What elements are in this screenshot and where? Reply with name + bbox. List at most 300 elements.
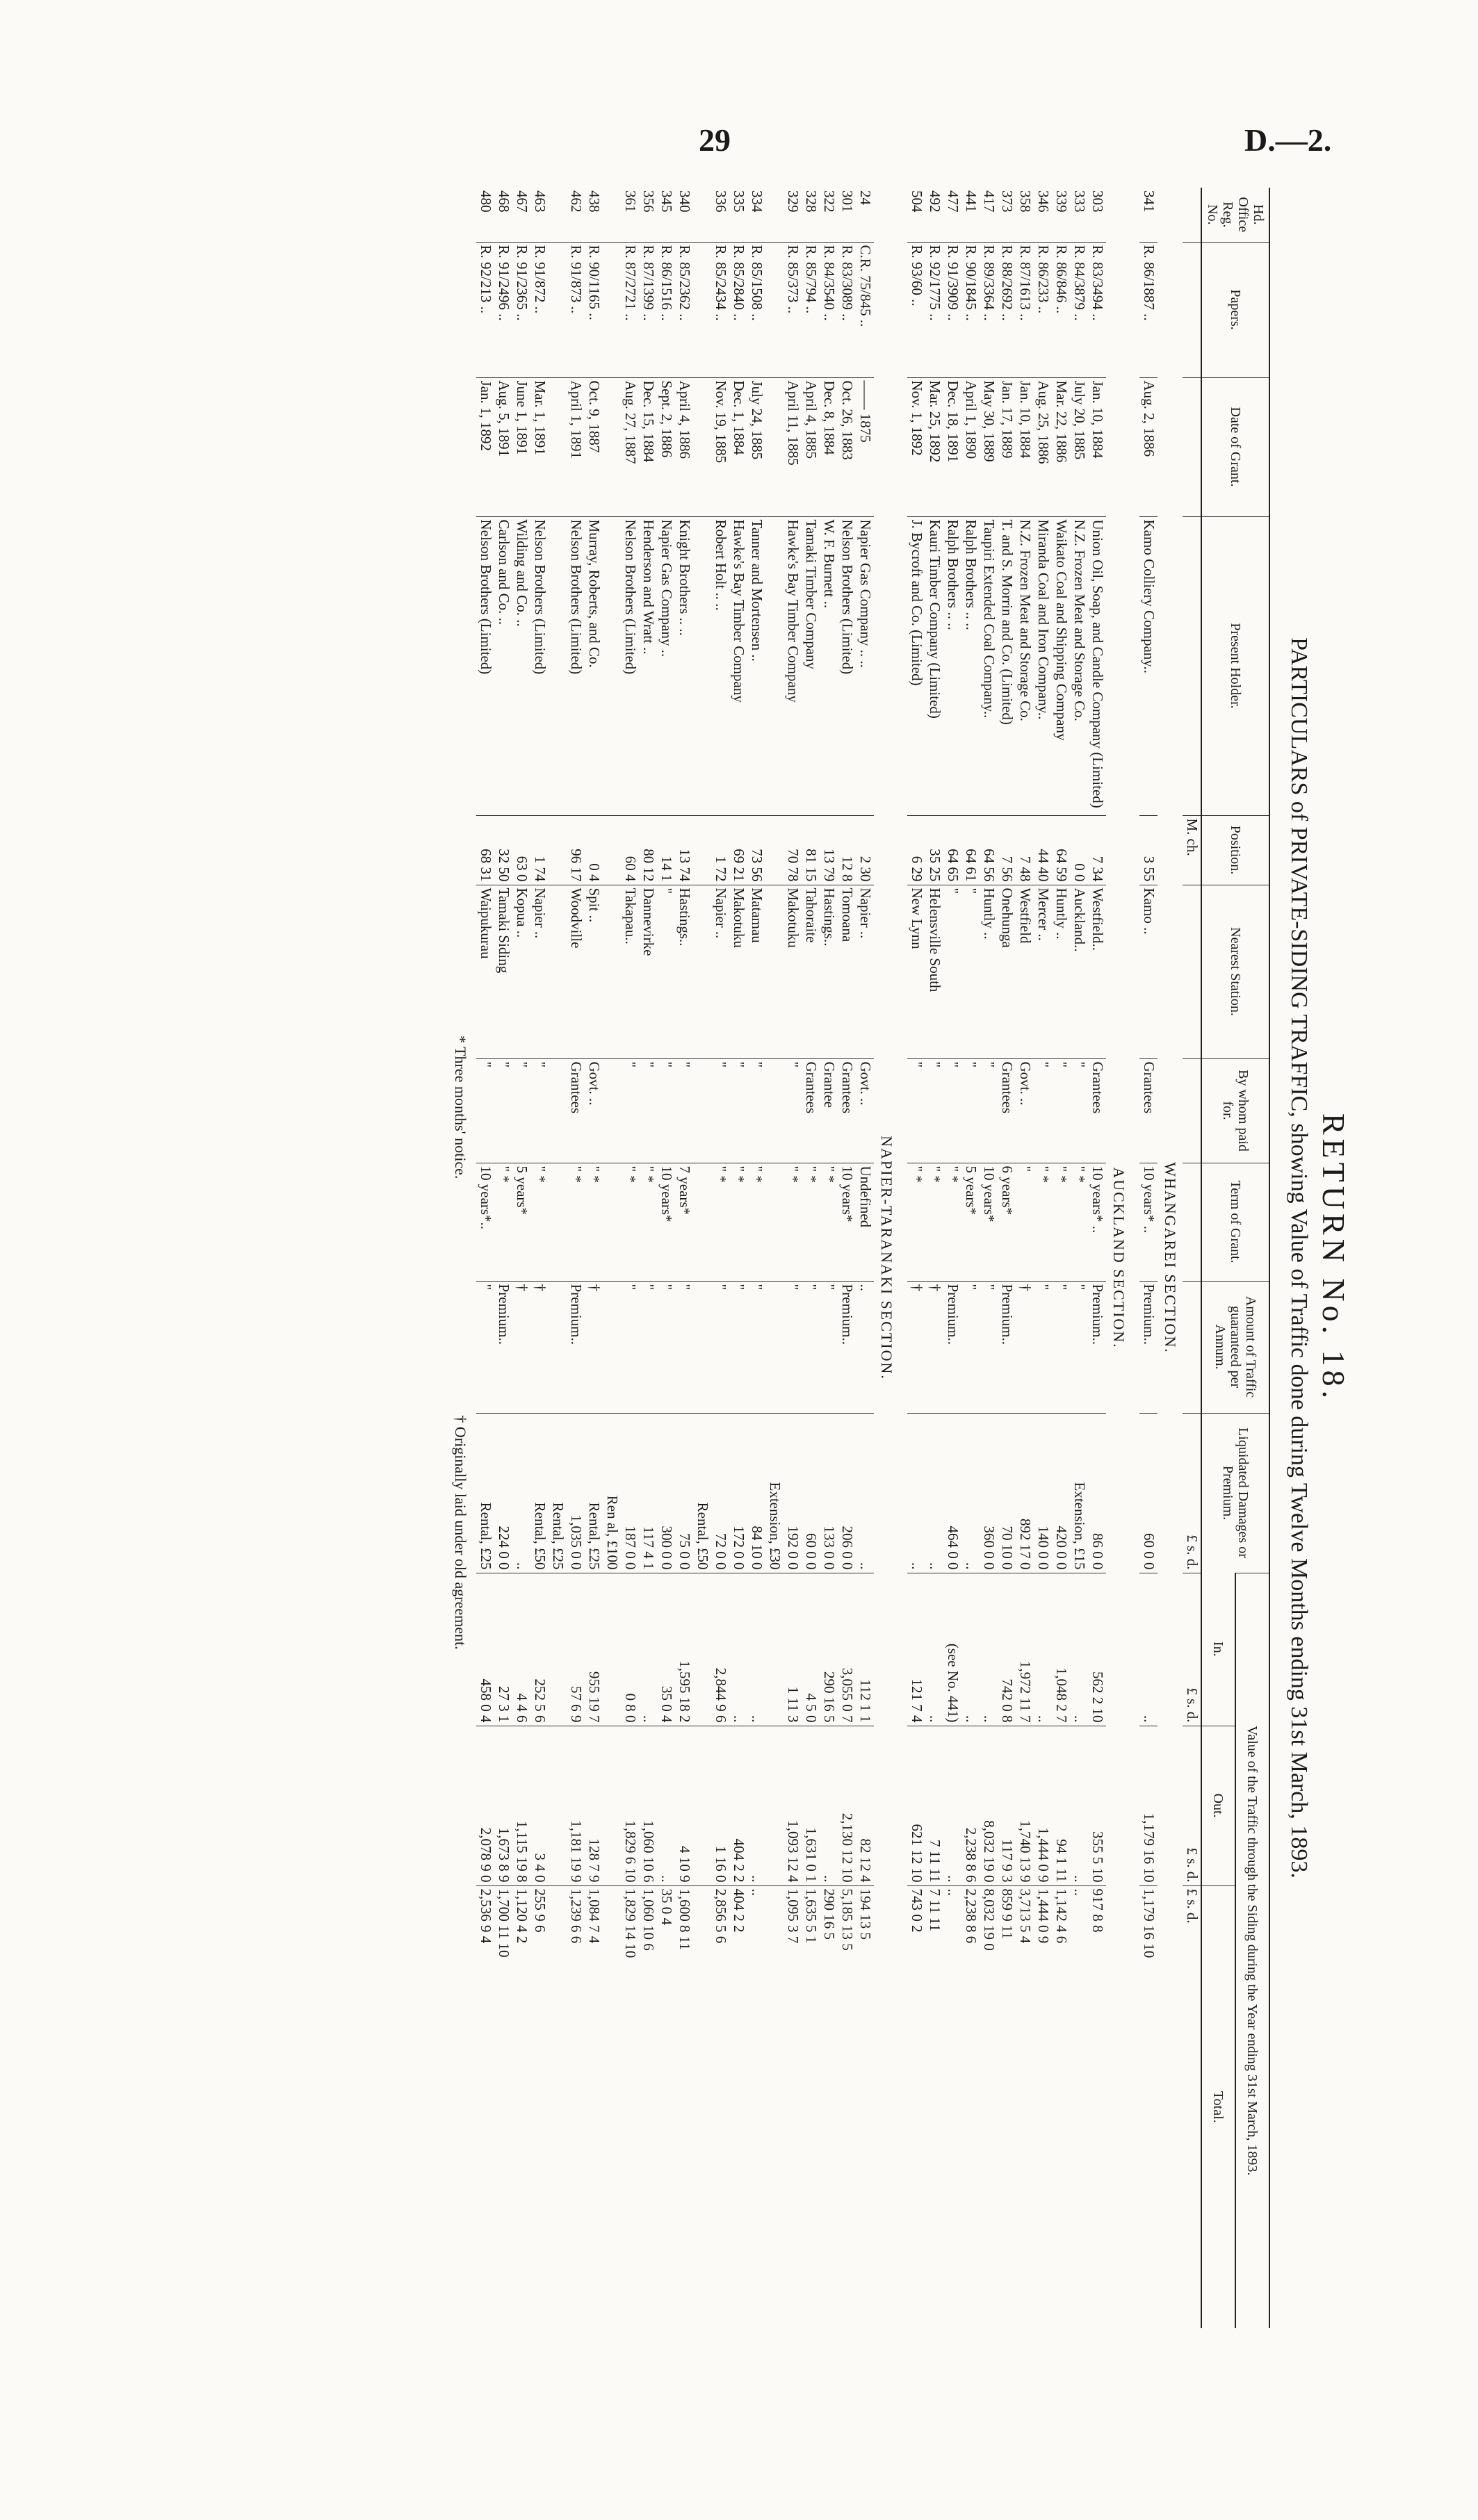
table-cell: 1,060 10 6 bbox=[639, 1885, 657, 2328]
table-cell: C.R. 75/845 .. bbox=[856, 242, 874, 377]
page-number: 29 bbox=[699, 122, 731, 158]
table-cell: 82 12 4 bbox=[856, 1726, 874, 1885]
table-cell: 562 2 10 bbox=[1088, 1573, 1106, 1726]
table-cell: 60 0 0 bbox=[1139, 1413, 1158, 1573]
table-cell: † bbox=[1016, 1281, 1034, 1413]
table-cell: 1,115 19 8 bbox=[512, 1726, 530, 1885]
table-cell: 7 11 11 bbox=[925, 1885, 943, 2328]
table-cell: " bbox=[512, 1058, 530, 1163]
table-cell: 328 bbox=[803, 190, 820, 213]
table-cell: .. bbox=[943, 1885, 961, 2328]
table-cell: .. bbox=[639, 1573, 657, 1726]
table-cell: Knight Brothers .. .. bbox=[675, 516, 693, 815]
table-cell: Ren al, £100 bbox=[603, 1413, 621, 1573]
table-cell: Makotuku bbox=[729, 885, 747, 1058]
table-cell: 467 bbox=[514, 190, 530, 213]
table-cell: " * bbox=[943, 1163, 961, 1281]
table-cell: Takapau.. bbox=[621, 885, 639, 1058]
table-cell: † bbox=[530, 1281, 549, 1413]
table-cell: Nelson Brothers (Limited) bbox=[530, 516, 549, 815]
table-cell: 1,060 10 6 bbox=[639, 1726, 657, 1885]
table-cell: Hawke's Bay Timber Company bbox=[783, 516, 802, 815]
table-row bbox=[729, 188, 747, 2328]
table-cell: .. bbox=[943, 1726, 961, 1885]
table-cell: Govt. .. bbox=[1016, 1058, 1034, 1163]
table-cell: 7 11 11 bbox=[925, 1726, 943, 1885]
table-cell: May 30, 1889 bbox=[980, 377, 998, 516]
table-cell bbox=[765, 815, 783, 885]
table-row bbox=[943, 188, 961, 2328]
table-cell: Premium.. bbox=[1088, 1281, 1106, 1413]
table-cell: " bbox=[476, 1281, 494, 1413]
table-cell bbox=[603, 516, 621, 815]
table-cell: Aug. 25, 1886 bbox=[1034, 377, 1052, 516]
table-cell: Napier .. bbox=[530, 885, 549, 1058]
table-cell: 621 12 10 bbox=[907, 1726, 925, 1885]
table-cell: Ralph Brothers .. .. bbox=[961, 516, 980, 815]
table-cell bbox=[693, 242, 711, 377]
table-row bbox=[783, 188, 802, 2328]
table-cell: Nelson Brothers (Limited) bbox=[567, 516, 585, 815]
table-cell: W. F. Burnett .. bbox=[820, 516, 838, 815]
table-cell: Kamo .. bbox=[1139, 885, 1158, 1058]
table-cell: 462 bbox=[568, 190, 585, 213]
table-cell: Miranda Coal and Iron Company.. bbox=[1034, 516, 1052, 815]
table-cell: 1,179 16 10 bbox=[1139, 1885, 1158, 2328]
table-cell: Jan. 1, 1892 bbox=[476, 377, 494, 516]
table-cell: .. bbox=[925, 1573, 943, 1726]
table-cell: Nelson Brothers (Limited) bbox=[621, 516, 639, 815]
table-cell bbox=[549, 815, 567, 885]
table-cell: 1,444 0 9 bbox=[1034, 1885, 1052, 2328]
table-cell: 1,444 0 9 bbox=[1034, 1726, 1052, 1885]
table-cell bbox=[603, 1163, 621, 1281]
header-guarantee: Amount of Traffic guaranteed per Annum. bbox=[1201, 1281, 1269, 1413]
table-row bbox=[657, 188, 675, 2328]
table-cell: Kopua .. bbox=[512, 885, 530, 1058]
table-cell: " bbox=[530, 1058, 549, 1163]
table-cell: 3,713 5 4 bbox=[1016, 1885, 1034, 2328]
siding-traffic-table bbox=[476, 188, 1270, 2328]
table-cell: 1,181 19 9 bbox=[567, 1726, 585, 1885]
table-cell: 72 0 0 bbox=[711, 1413, 729, 1573]
table-cell: R. 85/2434 .. bbox=[711, 242, 729, 377]
table-cell: N.Z. Frozen Meat and Storage Co. bbox=[1070, 516, 1088, 815]
table-cell: Woodville bbox=[567, 885, 585, 1058]
table-cell: R. 87/1399 .. bbox=[639, 242, 657, 377]
table-cell: 468 bbox=[496, 190, 512, 213]
table-row bbox=[907, 188, 925, 2328]
table-cell: Nov. 19, 1885 bbox=[711, 377, 729, 516]
table-cell: R. 91/2496 .. bbox=[494, 242, 512, 377]
table-cell: Makotuku bbox=[783, 885, 802, 1058]
table-cell: 300 0 0 bbox=[657, 1413, 675, 1573]
table-cell: R. 87/2721 .. bbox=[621, 242, 639, 377]
table-cell: 6 years* bbox=[998, 1163, 1016, 1281]
table-cell: 336 bbox=[713, 190, 729, 213]
table-cell: 10 years* .. bbox=[1139, 1163, 1158, 1281]
table-cell: 63 0 bbox=[512, 815, 530, 885]
table-cell: 290 16 5 bbox=[820, 1885, 838, 2328]
table-cell: 3 4 0 bbox=[530, 1726, 549, 1885]
table-cell bbox=[549, 516, 567, 815]
table-cell: 27 3 1 bbox=[494, 1573, 512, 1726]
return-subtitle: PARTICULARS of PRIVATE-SIDING TRAFFIC, showing Value of Traffic done during Twelve Months ending 31st March, 1893. bbox=[1286, 637, 1312, 1879]
table-cell: 7 48 bbox=[1016, 815, 1034, 885]
table-cell: .. bbox=[747, 1726, 765, 1885]
table-cell: 13 79 bbox=[820, 815, 838, 885]
table-cell: R. 85/794 .. bbox=[802, 242, 820, 377]
table-cell: " bbox=[783, 1281, 802, 1413]
table-cell: Premium.. bbox=[1139, 1281, 1158, 1413]
table-cell: 24 bbox=[857, 190, 874, 205]
table-cell: 743 0 2 bbox=[907, 1885, 925, 2328]
table-cell: " * bbox=[802, 1163, 820, 1281]
table-body bbox=[476, 188, 1183, 2328]
table-cell: 1,700 11 10 bbox=[494, 1885, 512, 2328]
table-cell: Huntly .. bbox=[980, 885, 998, 1058]
table-cell: 463 bbox=[532, 190, 549, 213]
table-cell: 358 bbox=[1017, 190, 1034, 213]
table-row bbox=[925, 188, 943, 2328]
table-row bbox=[693, 188, 711, 2328]
table-cell: 8,032 19 0 bbox=[980, 1726, 998, 1885]
table-cell: 172 0 0 bbox=[729, 1413, 747, 1573]
table-cell: " bbox=[639, 1281, 657, 1413]
table-cell: " * bbox=[639, 1163, 657, 1281]
footnote-three-months: * Three months' notice. bbox=[452, 1036, 469, 1179]
table-cell: 742 0 8 bbox=[998, 1573, 1016, 1726]
table-cell: 339 bbox=[1053, 190, 1070, 213]
table-cell: Spit .. bbox=[585, 885, 603, 1058]
table-cell: " * bbox=[567, 1163, 585, 1281]
table-cell bbox=[603, 1573, 621, 1726]
table-cell: 2,844 9 6 bbox=[711, 1573, 729, 1726]
table-cell: 303 bbox=[1089, 190, 1106, 213]
table-cell bbox=[549, 1281, 567, 1413]
table-cell: Nov. 1, 1892 bbox=[907, 377, 925, 516]
table-cell: Westfield bbox=[1016, 885, 1034, 1058]
table-cell: Henderson and Wratt .. bbox=[639, 516, 657, 815]
table-cell: " bbox=[621, 1058, 639, 1163]
table-cell: 464 0 0 bbox=[943, 1413, 961, 1573]
header-out: Out. bbox=[1201, 1726, 1235, 1885]
table-cell: 112 1 1 bbox=[856, 1573, 874, 1726]
table-cell: " bbox=[1034, 1281, 1052, 1413]
table-row bbox=[838, 188, 856, 2328]
table-cell: 60 0 0 bbox=[802, 1413, 820, 1573]
table-row bbox=[1034, 188, 1052, 2328]
table-cell: 0 0 bbox=[1070, 815, 1088, 885]
table-cell: Jan. 17, 1889 bbox=[998, 377, 1016, 516]
table-cell: R. 85/2840 .. bbox=[729, 242, 747, 377]
table-cell: " * bbox=[1070, 1163, 1088, 1281]
table-cell: 84 10 0 bbox=[747, 1413, 765, 1573]
table-cell: 333 bbox=[1071, 190, 1088, 213]
table-cell: 355 5 10 bbox=[1088, 1726, 1106, 1885]
table-cell: Tahoraite bbox=[802, 885, 820, 1058]
table-cell: Grantee bbox=[820, 1058, 838, 1163]
table-cell bbox=[549, 1058, 567, 1163]
table-cell: Union Oil, Soap, and Candle Company (Limited) bbox=[1088, 516, 1106, 815]
table-cell: " * bbox=[747, 1163, 765, 1281]
table-cell: .. bbox=[856, 1281, 874, 1413]
table-cell: 2,536 9 4 bbox=[476, 1885, 494, 2328]
table-cell: Hastings.. bbox=[820, 885, 838, 1058]
table-cell: R. 84/3879 .. bbox=[1070, 242, 1088, 377]
header-value-group: Value of the Traffic through the Siding during the Year ending 31st March, 1893. bbox=[1235, 1573, 1269, 2328]
table-cell: " bbox=[1052, 1058, 1070, 1163]
table-cell: 1 11 3 bbox=[783, 1573, 802, 1726]
table-cell: " bbox=[820, 1281, 838, 1413]
table-cell: 6 29 bbox=[907, 815, 925, 885]
section-title: NAPIER-TARANAKI SECTION. bbox=[878, 1136, 895, 1380]
table-row bbox=[476, 188, 494, 2328]
table-row bbox=[961, 188, 980, 2328]
table-cell: 4 10 9 bbox=[675, 1726, 693, 1885]
table-cell: " * bbox=[729, 1163, 747, 1281]
table-cell: 329 bbox=[785, 190, 802, 213]
table-cell: R. 86/1887 .. bbox=[1139, 242, 1158, 377]
table-row bbox=[621, 188, 639, 2328]
table-cell: .. bbox=[1034, 1573, 1052, 1726]
table-cell: 5,185 13 5 bbox=[838, 1885, 856, 2328]
table-cell: Kamo Colliery Company.. bbox=[1139, 516, 1158, 815]
table-cell: 0 4 bbox=[585, 815, 603, 885]
table-cell: July 20, 1885 bbox=[1070, 377, 1088, 516]
table-cell: 7 56 bbox=[998, 815, 1016, 885]
table-cell: Hastings.. bbox=[675, 885, 693, 1058]
table-cell: Grantees bbox=[567, 1058, 585, 1163]
table-cell: Kauri Timber Company (Limited) bbox=[925, 516, 943, 815]
table-cell: " bbox=[943, 885, 961, 1058]
table-cell: 117 4 1 bbox=[639, 1413, 657, 1573]
table-row bbox=[856, 188, 874, 2328]
table-cell: " bbox=[802, 1281, 820, 1413]
table-cell: .. bbox=[961, 1413, 980, 1573]
table-cell: (see No. 441) bbox=[943, 1573, 961, 1726]
table-cell: 1,142 4 6 bbox=[1052, 1885, 1070, 2328]
table-cell: 80 12 bbox=[639, 815, 657, 885]
table-cell: Ralph Brothers .. .. bbox=[943, 516, 961, 815]
table-cell: Govt. .. bbox=[585, 1058, 603, 1163]
table-cell: 504 bbox=[909, 190, 925, 213]
table-cell: 290 16 5 bbox=[820, 1573, 838, 1726]
table-cell bbox=[765, 377, 783, 516]
rotated-document bbox=[163, 188, 1359, 2328]
section-title: WHANGAREI SECTION. bbox=[1162, 1162, 1179, 1354]
table-cell: " bbox=[961, 1058, 980, 1163]
table-cell: Grantees bbox=[802, 1058, 820, 1163]
unit-out: £ s. d. bbox=[1183, 1726, 1201, 1885]
table-cell: R. 91/3909 .. bbox=[943, 242, 961, 377]
table-cell: 2,130 12 10 bbox=[838, 1726, 856, 1885]
table-cell: N.Z. Frozen Meat and Storage Co. bbox=[1016, 516, 1034, 815]
table-row bbox=[1016, 188, 1034, 2328]
table-row bbox=[494, 188, 512, 2328]
table-cell: Undefined bbox=[856, 1163, 874, 1281]
table-cell: Premium.. bbox=[838, 1281, 856, 1413]
table-cell: " bbox=[657, 1058, 675, 1163]
table-cell bbox=[765, 1058, 783, 1163]
table-cell bbox=[693, 1163, 711, 1281]
table-cell bbox=[693, 815, 711, 885]
table-cell: 64 61 bbox=[961, 815, 980, 885]
table-cell: .. bbox=[657, 1726, 675, 1885]
table-cell: " * bbox=[925, 1163, 943, 1281]
table-cell: 2,238 8 6 bbox=[961, 1726, 980, 1885]
table-cell: " bbox=[711, 1058, 729, 1163]
header-reg-no: Hd. Office Reg. No. bbox=[1201, 188, 1269, 242]
table-cell: 10 years* .. bbox=[1088, 1163, 1106, 1281]
header-total: Total. bbox=[1201, 1885, 1235, 2328]
table-cell bbox=[549, 377, 567, 516]
table-cell: Dec. 18, 1891 bbox=[943, 377, 961, 516]
table-cell: J. Bycroft and Co. (Limited) bbox=[907, 516, 925, 815]
table-cell: 94 1 11 bbox=[1052, 1726, 1070, 1885]
table-cell: 121 7 4 bbox=[907, 1573, 925, 1726]
table-cell: 5 years* bbox=[961, 1163, 980, 1281]
table-cell: 1,595 18 2 bbox=[675, 1573, 693, 1726]
table-cell: .. bbox=[907, 1413, 925, 1573]
table-cell: 64 56 bbox=[980, 815, 998, 885]
table-cell bbox=[693, 1573, 711, 1726]
table-cell: Hawke's Bay Timber Company bbox=[729, 516, 747, 815]
section-header bbox=[1106, 188, 1131, 2328]
table-cell: " * bbox=[783, 1163, 802, 1281]
table-cell: " bbox=[1034, 1058, 1052, 1163]
table-cell: April 4, 1885 bbox=[802, 377, 820, 516]
table-row bbox=[765, 188, 783, 2328]
table-row bbox=[820, 188, 838, 2328]
table-cell: .. bbox=[1139, 1573, 1158, 1726]
table-cell bbox=[603, 242, 621, 377]
unit-total: £ s. d. bbox=[1183, 1885, 1201, 2328]
header-paid-for: By whom paid for. bbox=[1201, 1058, 1269, 1163]
table-cell: 480 bbox=[478, 190, 494, 213]
table-cell: † bbox=[907, 1281, 925, 1413]
table-cell: " bbox=[621, 1281, 639, 1413]
table-cell: .. bbox=[856, 1413, 874, 1573]
table-cell bbox=[765, 242, 783, 377]
table-cell: 1 74 bbox=[530, 815, 549, 885]
table-cell: 10 years* bbox=[838, 1163, 856, 1281]
table-cell: 140 0 0 bbox=[1034, 1413, 1052, 1573]
table-cell: 12 8 bbox=[838, 815, 856, 885]
table-cell: R. 86/1516 .. bbox=[657, 242, 675, 377]
table-cell: 194 13 5 bbox=[856, 1885, 874, 2328]
table-cell: " bbox=[729, 1281, 747, 1413]
table-cell bbox=[693, 1726, 711, 1885]
table-cell: " bbox=[476, 1058, 494, 1163]
table-cell bbox=[549, 242, 567, 377]
table-cell: 1,829 6 10 bbox=[621, 1726, 639, 1885]
table-cell: 955 19 7 bbox=[585, 1573, 603, 1726]
table-cell bbox=[693, 1058, 711, 1163]
table-cell: Jan. 10, 1884 bbox=[1016, 377, 1034, 516]
table-cell: 35 0 4 bbox=[657, 1885, 675, 2328]
table-cell: 1,084 7 4 bbox=[585, 1885, 603, 2328]
header-damages: Liquidated Damages or Premium. bbox=[1201, 1413, 1269, 1573]
table-cell: " bbox=[657, 1281, 675, 1413]
table-cell: 10 years*.. bbox=[476, 1163, 494, 1281]
table-cell bbox=[765, 885, 783, 1058]
table-cell: Robert Holt .. .. bbox=[711, 516, 729, 815]
table-cell: " bbox=[980, 1058, 998, 1163]
table-cell: 64 59 bbox=[1052, 815, 1070, 885]
table-cell: " bbox=[925, 1058, 943, 1163]
table-cell: .. bbox=[729, 1573, 747, 1726]
table-cell: " bbox=[747, 1281, 765, 1413]
table-cell: R. 85/1508 .. bbox=[747, 242, 765, 377]
table-cell: 0 8 0 bbox=[621, 1573, 639, 1726]
table-cell: Rental, £25 bbox=[585, 1413, 603, 1573]
table-cell: " bbox=[729, 1058, 747, 1163]
table-cell: 10 years* bbox=[980, 1163, 998, 1281]
table-cell: 458 0 4 bbox=[476, 1573, 494, 1726]
table-cell: Oct. 9, 1887 bbox=[585, 377, 603, 516]
table-cell: Govt. .. bbox=[856, 1058, 874, 1163]
table-cell: 5 years* bbox=[512, 1163, 530, 1281]
table-cell: " bbox=[1070, 1058, 1088, 1163]
table-cell: .. bbox=[1070, 1885, 1088, 2328]
table-cell: 1,179 16 10 bbox=[1139, 1726, 1158, 1885]
table-cell: 86 0 0 bbox=[1088, 1413, 1106, 1573]
table-row bbox=[675, 188, 693, 2328]
table-cell: 1,093 12 4 bbox=[783, 1726, 802, 1885]
table-cell: Tamaki Siding bbox=[494, 885, 512, 1058]
table-cell: " * bbox=[711, 1163, 729, 1281]
table-row bbox=[1088, 188, 1106, 2328]
table-cell: .. bbox=[925, 1413, 943, 1573]
table-cell: Napier .. bbox=[856, 885, 874, 1058]
table-cell: 187 0 0 bbox=[621, 1413, 639, 1573]
table-cell: 334 bbox=[749, 190, 765, 213]
table-cell: 373 bbox=[999, 190, 1016, 213]
page-reference: D.—2. bbox=[1244, 122, 1332, 158]
table-cell: July 24, 1885 bbox=[747, 377, 765, 516]
table-cell: " bbox=[494, 1058, 512, 1163]
table-cell: 1,631 0 1 bbox=[802, 1726, 820, 1885]
table-cell: " * bbox=[820, 1163, 838, 1281]
table-cell: " bbox=[1070, 1281, 1088, 1413]
table-cell: 1,600 8 11 bbox=[675, 1885, 693, 2328]
table-cell: Nelson Brothers (Limited) bbox=[838, 516, 856, 815]
table-cell: 117 9 3 bbox=[998, 1726, 1016, 1885]
table-row bbox=[1139, 188, 1158, 2328]
table-cell: 68 31 bbox=[476, 815, 494, 885]
table-row bbox=[567, 188, 585, 2328]
table-cell: .. bbox=[1070, 1573, 1088, 1726]
table-cell: 477 bbox=[945, 190, 961, 213]
table-cell: 206 0 0 bbox=[838, 1413, 856, 1573]
header-position: Position. bbox=[1201, 815, 1269, 885]
table-cell: R. 93/60 .. bbox=[907, 242, 925, 377]
table-cell: .. bbox=[747, 1885, 765, 2328]
table-cell: Tamaki Timber Company bbox=[802, 516, 820, 815]
table-cell: Wilding and Co. .. bbox=[512, 516, 530, 815]
table-cell: 192 0 0 bbox=[783, 1413, 802, 1573]
table-cell: 8,032 19 0 bbox=[980, 1885, 998, 2328]
table-cell: R. 87/1613 .. bbox=[1016, 242, 1034, 377]
table-cell: Huntly .. bbox=[1052, 885, 1070, 1058]
table-cell: 1,740 13 9 bbox=[1016, 1726, 1034, 1885]
table-cell: 255 9 6 bbox=[530, 1885, 549, 2328]
table-cell: " bbox=[783, 1058, 802, 1163]
table-cell: Premium.. bbox=[567, 1281, 585, 1413]
table-cell: Sept. 2, 1886 bbox=[657, 377, 675, 516]
table-cell: 3 55 bbox=[1139, 815, 1158, 885]
